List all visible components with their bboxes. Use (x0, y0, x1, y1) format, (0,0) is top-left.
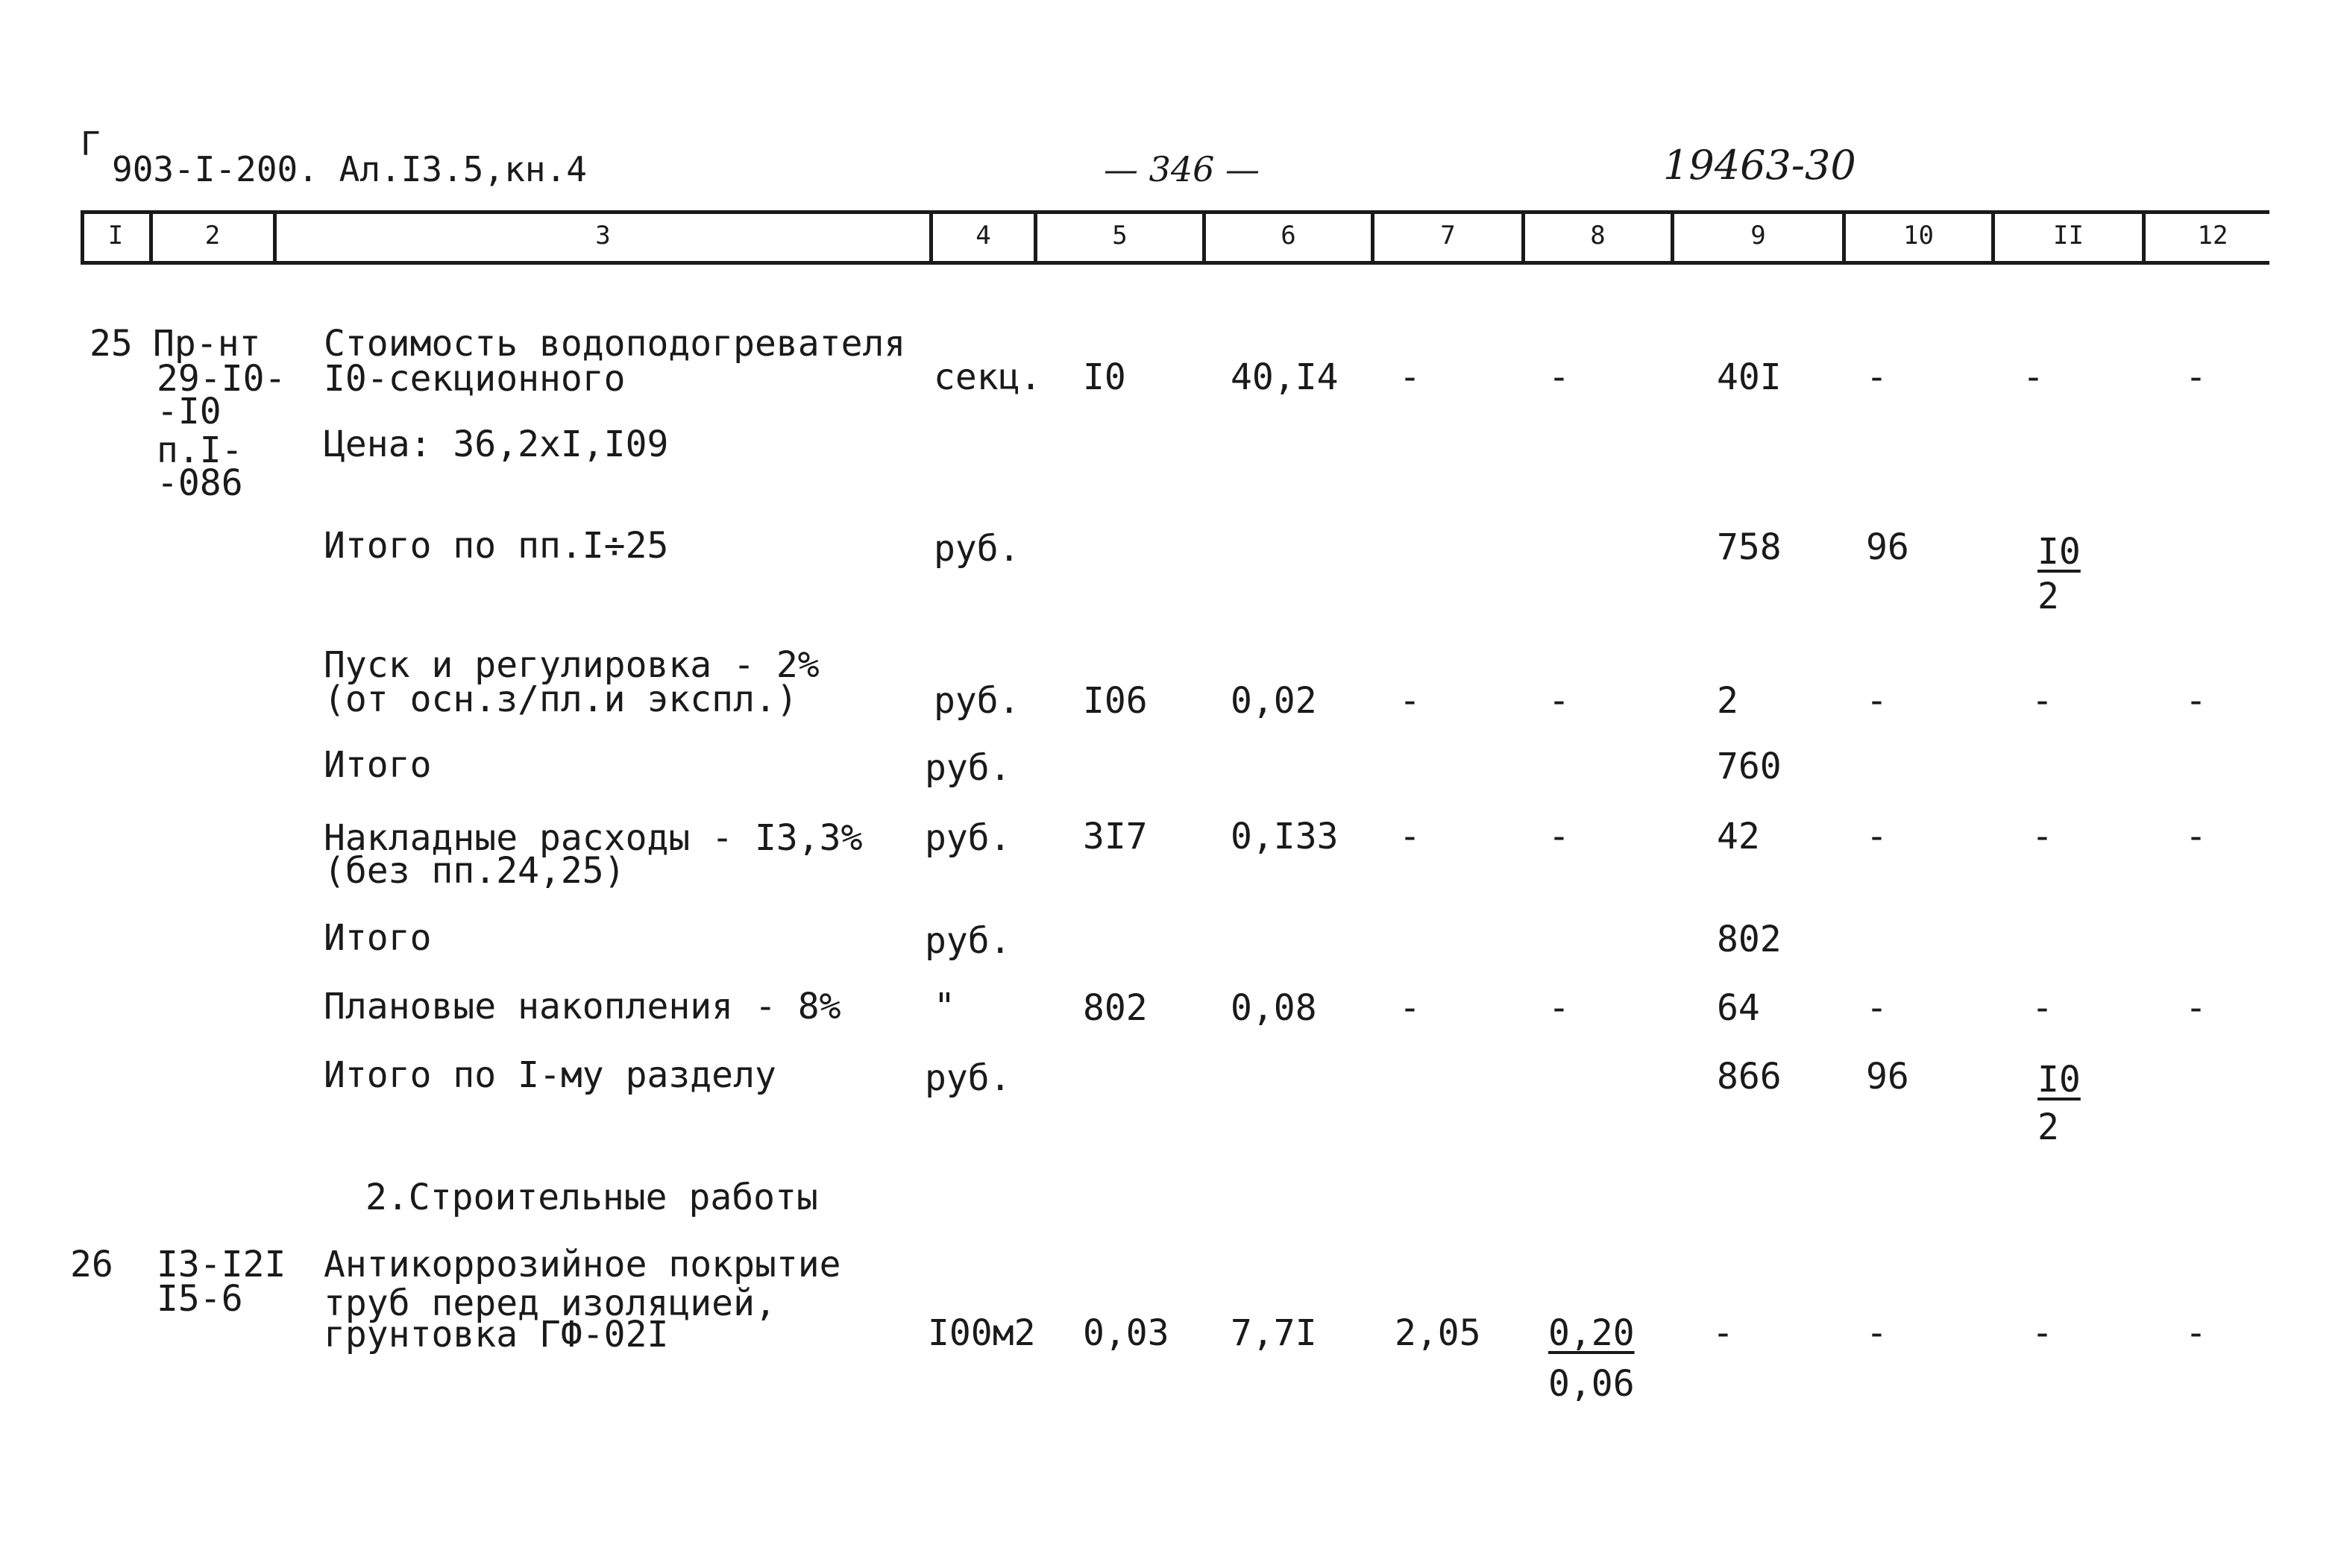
description-line: (от осн.з/пл.и экспл.) (324, 678, 798, 720)
cell-col11: - (2032, 680, 2053, 722)
cell-col10: - (1866, 816, 1888, 857)
column-number: II (2053, 221, 2084, 251)
cell-col8: - (1548, 816, 1570, 857)
description-line: Накладные расходы - I3,3% (324, 817, 863, 859)
page-number: — 346 — (1104, 149, 1260, 189)
description-line: I0-секционного (324, 358, 626, 400)
row-number: 25 (89, 323, 133, 365)
description-line: (без пп.24,25) (324, 850, 626, 892)
handwritten-number: 19463-30 (1663, 142, 1856, 189)
column-number: 3 (595, 221, 611, 251)
cell-col7: - (1399, 816, 1421, 857)
cell-col6: 40,I4 (1231, 356, 1339, 398)
row-number: 26 (70, 1244, 113, 1285)
cell-col11: - (2023, 356, 2044, 398)
description-line: Пуск и регулировка - 2% (324, 644, 820, 686)
price-note: Цена: 36,2xI,I09 (324, 424, 669, 465)
cell-col12: - (2185, 680, 2207, 722)
cell-col8: - (1548, 356, 1570, 398)
unit-cell: " (934, 986, 955, 1027)
cell-col6: 7,7I (1231, 1312, 1317, 1354)
description-line: Итого (324, 744, 432, 786)
unit-cell: руб. (925, 1057, 1011, 1099)
unit-cell: руб. (934, 680, 1020, 722)
code-line: п.I- (157, 429, 243, 471)
cell-col10: - (1866, 1312, 1888, 1354)
column-number: 7 (1440, 221, 1456, 251)
column-number: 5 (1112, 221, 1128, 251)
column-number: 10 (1903, 221, 1934, 251)
description-line: Итого по I-му разделу (324, 1054, 776, 1096)
unit-cell: секц. (934, 356, 1042, 398)
cell-col9: 64 (1717, 987, 1760, 1029)
cell-col10: 96 (1866, 1056, 1909, 1098)
cell-col10: - (1866, 987, 1888, 1029)
cell-col5: 0,03 (1083, 1312, 1169, 1354)
unit-cell: руб. (925, 817, 1011, 859)
cell-col7: - (1399, 987, 1421, 1029)
code-line: 29-I0- (157, 358, 286, 400)
corner-mark: Г (81, 125, 101, 163)
cell-col11: - (2032, 1312, 2053, 1354)
cell-col9: 2 (1717, 680, 1738, 722)
cell-col9: 40I (1717, 356, 1782, 398)
column-number: 8 (1590, 221, 1606, 251)
cell-col8-numerator: 0,20 (1548, 1312, 1635, 1354)
cell-col12: - (2185, 816, 2207, 857)
description-line: Стоимость водоподогревателя (324, 323, 906, 365)
cell-col8: - (1548, 680, 1570, 722)
cell-col5: 3I7 (1083, 816, 1148, 857)
cell-col7: - (1399, 680, 1421, 722)
cell-col5: 802 (1083, 987, 1148, 1029)
cell-col9: 42 (1717, 816, 1760, 857)
description-line: труб перед изоляцией, (324, 1282, 776, 1324)
code-line: I3-I2I (157, 1244, 286, 1285)
description-line: Антикоррозийное покрытие (324, 1244, 841, 1285)
cell-col11-numerator: I0 (2037, 1059, 2081, 1101)
description-line: грунтовка ГФ-02I (324, 1314, 669, 1356)
table-top-rule (81, 210, 2269, 214)
cell-col8: - (1548, 987, 1570, 1029)
cell-col7: 2,05 (1395, 1312, 1481, 1354)
description-line: Итого (324, 917, 432, 959)
document-code: 903-I-200. Ал.I3.5,кн.4 (112, 149, 587, 189)
cell-col12: - (2185, 1312, 2207, 1354)
cell-col9: 760 (1717, 746, 1782, 787)
cell-col12: - (2185, 356, 2207, 398)
cell-col10: - (1866, 680, 1888, 722)
cell-col11: - (2032, 816, 2053, 857)
code-line: -I0 (157, 391, 221, 432)
unit-cell: I00м2 (928, 1312, 1036, 1354)
column-number: 9 (1750, 221, 1766, 251)
cell-col9: 866 (1717, 1056, 1782, 1098)
cell-col5: I0 (1083, 356, 1126, 398)
description-line: Итого по пп.I÷25 (324, 525, 669, 567)
description-line: Плановые накопления - 8% (324, 986, 841, 1027)
cell-col6: 0,08 (1231, 987, 1317, 1029)
column-number: I (107, 221, 124, 251)
cell-col11: - (2032, 987, 2053, 1029)
cell-col11-denominator: 2 (2037, 1106, 2059, 1148)
column-number: 6 (1281, 221, 1296, 251)
column-number: 2 (204, 221, 221, 251)
cell-col6: 0,02 (1231, 680, 1317, 722)
cell-col9: 802 (1717, 919, 1782, 960)
cell-col11-numerator: I0 (2037, 531, 2081, 573)
cell-col9: 758 (1717, 526, 1782, 568)
column-number: 12 (2197, 221, 2228, 251)
section-title: 2.Строительные работы (365, 1177, 818, 1218)
code-line: -086 (157, 462, 243, 504)
code-line: Пр-нт (153, 323, 261, 365)
cell-col11-denominator: 2 (2037, 576, 2059, 617)
cell-col6: 0,I33 (1231, 816, 1339, 857)
cell-col8-denominator: 0,06 (1548, 1363, 1635, 1405)
cell-col10: - (1866, 356, 1888, 398)
column-number: 4 (975, 221, 991, 251)
cell-col12: - (2185, 987, 2207, 1029)
unit-cell: руб. (934, 528, 1020, 570)
cell-col9: - (1712, 1312, 1734, 1354)
cell-col5: I06 (1083, 680, 1148, 722)
cell-col7: - (1399, 356, 1421, 398)
table-header-bottom-rule (81, 261, 2269, 265)
cell-col10: 96 (1866, 526, 1909, 568)
unit-cell: руб. (925, 747, 1011, 789)
code-line: I5-6 (157, 1278, 243, 1320)
unit-cell: руб. (925, 920, 1011, 962)
